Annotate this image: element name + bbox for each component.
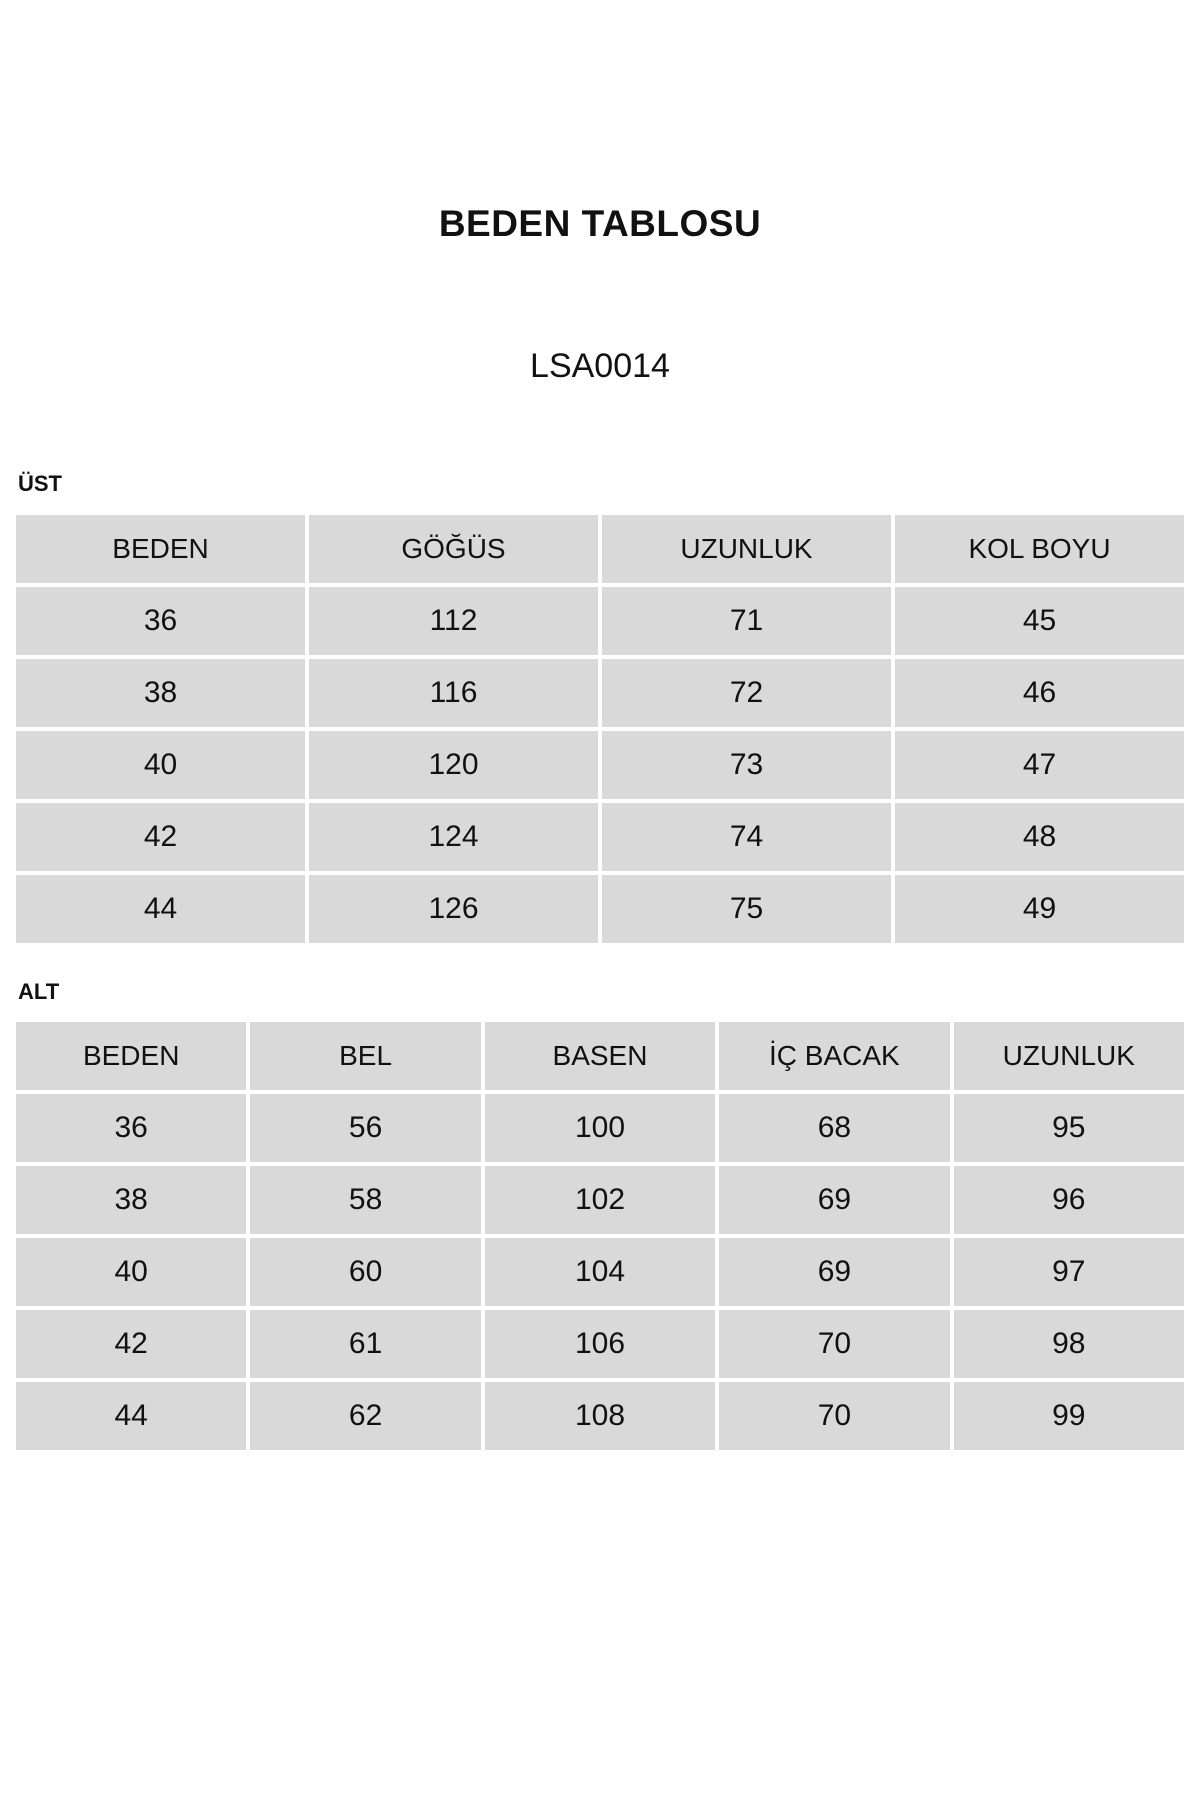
table-cell: 124 <box>309 803 598 871</box>
page-title: BEDEN TABLOSU <box>438 203 762 244</box>
table-cell: 42 <box>16 1310 246 1378</box>
table-cell: 69 <box>719 1238 949 1306</box>
table-cell: 60 <box>250 1238 480 1306</box>
table-cell: 96 <box>954 1166 1184 1234</box>
table-cell: 38 <box>16 1166 246 1234</box>
table-cell: 126 <box>309 875 598 943</box>
table-cell: 98 <box>954 1310 1184 1378</box>
table-cell: 44 <box>16 1382 246 1450</box>
table-cell: 70 <box>719 1382 949 1450</box>
table-cell: 97 <box>954 1238 1184 1306</box>
table-cell: 95 <box>954 1094 1184 1162</box>
column-header: GÖĞÜS <box>309 515 598 583</box>
column-header: BEDEN <box>16 1022 246 1090</box>
table-cell: 56 <box>250 1094 480 1162</box>
table-cell: 45 <box>895 587 1184 655</box>
table-cell: 49 <box>895 875 1184 943</box>
table-cell: 58 <box>250 1166 480 1234</box>
table-cell: 99 <box>954 1382 1184 1450</box>
column-header: İÇ BACAK <box>719 1022 949 1090</box>
table-cell: 40 <box>16 731 305 799</box>
table-cell: 44 <box>16 875 305 943</box>
table-cell: 36 <box>16 587 305 655</box>
column-header: UZUNLUK <box>954 1022 1184 1090</box>
table-cell: 36 <box>16 1094 246 1162</box>
column-header: BASEN <box>485 1022 715 1090</box>
table-cell: 48 <box>895 803 1184 871</box>
table-cell: 74 <box>602 803 891 871</box>
table-cell: 62 <box>250 1382 480 1450</box>
table-cell: 104 <box>485 1238 715 1306</box>
size-table-ust <box>16 515 1184 943</box>
table-cell: 47 <box>895 731 1184 799</box>
column-header: KOL BOYU <box>895 515 1184 583</box>
table-cell: 40 <box>16 1238 246 1306</box>
table-cell: 116 <box>309 659 598 727</box>
table-cell: 75 <box>602 875 891 943</box>
table-cell: 112 <box>309 587 598 655</box>
table-cell: 38 <box>16 659 305 727</box>
column-header: BEDEN <box>16 515 305 583</box>
table-cell: 72 <box>602 659 891 727</box>
table-cell: 46 <box>895 659 1184 727</box>
table-cell: 120 <box>309 731 598 799</box>
table-cell: 71 <box>602 587 891 655</box>
table-cell: 70 <box>719 1310 949 1378</box>
table-cell: 73 <box>602 731 891 799</box>
section-label-alt: ALT <box>18 979 60 1004</box>
size-table-alt <box>16 1022 1184 1450</box>
product-code: LSA0014 <box>530 347 670 385</box>
table-cell: 108 <box>485 1382 715 1450</box>
table-cell: 100 <box>485 1094 715 1162</box>
table-cell: 61 <box>250 1310 480 1378</box>
table-cell: 42 <box>16 803 305 871</box>
column-header: UZUNLUK <box>602 515 891 583</box>
table-cell: 68 <box>719 1094 949 1162</box>
table-cell: 69 <box>719 1166 949 1234</box>
section-label-ust: ÜST <box>18 471 62 496</box>
column-header: BEL <box>250 1022 480 1090</box>
table-cell: 106 <box>485 1310 715 1378</box>
table-cell: 102 <box>485 1166 715 1234</box>
